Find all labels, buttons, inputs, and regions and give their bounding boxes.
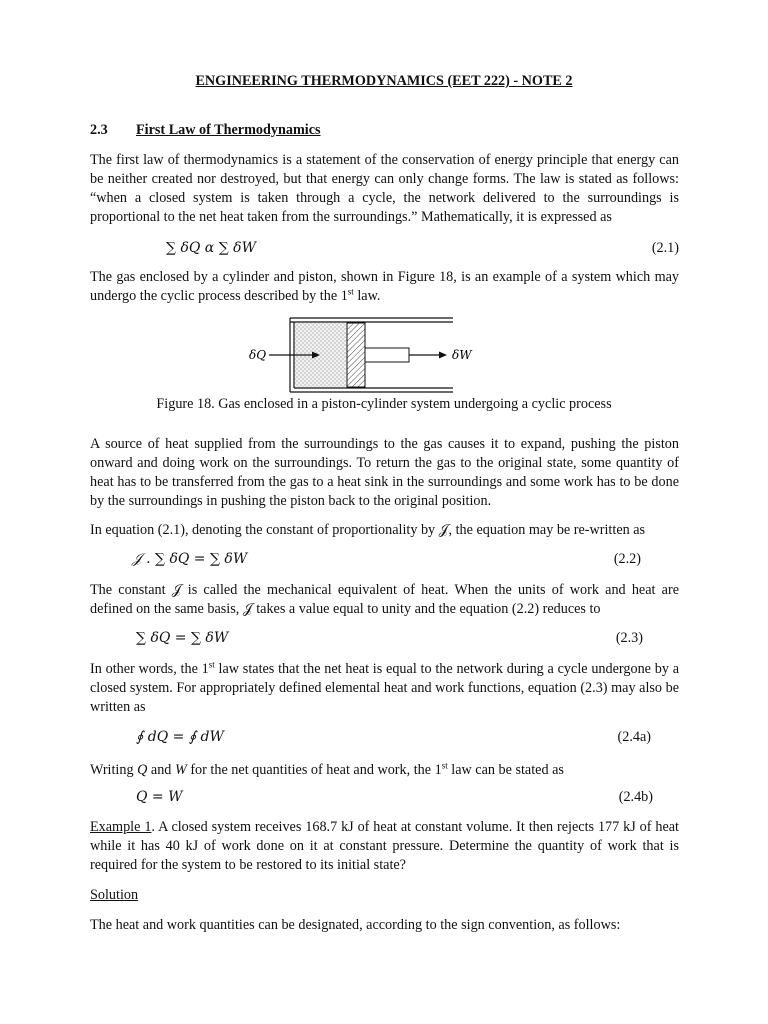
equation-expression: ∮ dQ = ∮ dW <box>136 729 224 745</box>
paragraph-heat-source: A source of heat supplied from the surroundings to the gas causes it to expand, pushing the piston onward and doing work on the surroundings. To return the gas to the original state, some quantity of heat has to be transferred from the gas to a heat sink in the surroundings and some work has to be done by the surroundings in pushing the piston back to the original position. <box>90 436 679 509</box>
paragraph-sign-convention: The heat and work quantities can be designated, according to the sign convention, as follows: <box>90 917 621 933</box>
superscript: st <box>347 286 354 297</box>
equation-number: (2.2) <box>613 551 641 567</box>
equation-expression: 𝒥 . ∑ δQ = ∑ δW <box>132 551 248 567</box>
equation-number: (2.4b) <box>618 789 653 805</box>
text-run: Writing <box>90 762 138 778</box>
text-run: for the net quantities of heat and work, the 1 <box>186 762 442 778</box>
text-run: . A closed system receives 168.7 kJ of heat at constant volume. It then rejects 177 kJ of heat while it has 40 kJ of work done on it at constant pressure. Determine the quantity of work that is required for the system to be restored to its initial state? <box>90 819 679 873</box>
paragraph-example-1 <box>90 818 679 875</box>
superscript: st <box>208 659 215 670</box>
equation-2-2 <box>90 551 679 571</box>
equation-expression: ∑ δQ α ∑ δW <box>166 240 256 256</box>
text-run: law can be stated as <box>447 762 564 778</box>
paragraph-intro: The first law of thermodynamics is a statement of the conservation of energy principle that energy can be neither created nor destroyed, but that energy can only change forms. The law is stated as follows: “when a closed system is taken through a cycle, the network delivered to the surroundings is proportional to the net heat taken from the surroundings.” Mathematically, it is expressed as <box>90 152 679 225</box>
work-label: δW <box>452 348 472 362</box>
paragraph-net-heat <box>90 660 679 717</box>
piston-cylinder-figure <box>240 312 480 398</box>
paragraph-figure-ref <box>90 268 679 306</box>
paragraph-net-quantities <box>90 761 679 780</box>
equation-expression: Q = W <box>136 789 183 805</box>
work-arrowhead <box>439 352 447 359</box>
superscript: st <box>441 760 448 771</box>
equation-2-3 <box>90 630 679 650</box>
text-run: and <box>147 762 175 778</box>
document-title: ENGINEERING THERMODYNAMICS (EET 222) - NOTE 2 <box>195 73 573 89</box>
text-run: The gas enclosed by a cylinder and piston, shown in Figure 18, is an example of a system which may undergo the cyclic process described by the 1 <box>90 269 679 304</box>
solution-label: Solution <box>90 887 139 903</box>
section-number: 2.3 <box>90 122 108 138</box>
equation-2-4a <box>90 729 679 749</box>
text-run: In other words, the 1 <box>90 661 209 677</box>
section-title: First Law of Thermodynamics <box>136 122 321 138</box>
heat-label: δQ <box>249 348 267 362</box>
equation-number: (2.1) <box>651 240 679 256</box>
equation-expression: ∑ δQ = ∑ δW <box>136 630 229 646</box>
section-heading <box>90 122 321 139</box>
text-run: law states that the net heat is equal to the network during a cycle undergone by a closed system. For appropriately defined elemental heat and work functions, equation (2.3) may also be written as <box>90 661 680 715</box>
piston-rod <box>365 348 409 362</box>
symbol-q: Q <box>137 762 148 778</box>
equation-2-4b <box>90 789 679 809</box>
solution-heading <box>90 886 679 905</box>
paragraph-mechanical-equivalent: The constant 𝒥 is called the mechanical equivalent of heat. When the units of work and heat are defined on the same basis, 𝒥 takes a value equal to unity and the equation (2.2) reduces to <box>90 582 679 617</box>
equation-2-1 <box>90 240 679 260</box>
figure-caption: Figure 18. Gas enclosed in a piston-cylinder system undergoing a cyclic process <box>156 396 612 412</box>
equation-number: (2.3) <box>615 630 643 646</box>
paragraph-proportionality: In equation (2.1), denoting the constant of proportionality by 𝒥, the equation may be re-written as <box>90 522 646 538</box>
example-label: Example 1 <box>90 819 152 835</box>
piston <box>347 323 365 387</box>
symbol-w: W <box>174 762 187 778</box>
equation-number: (2.4a) <box>617 729 651 745</box>
text-run: law. <box>353 288 381 304</box>
